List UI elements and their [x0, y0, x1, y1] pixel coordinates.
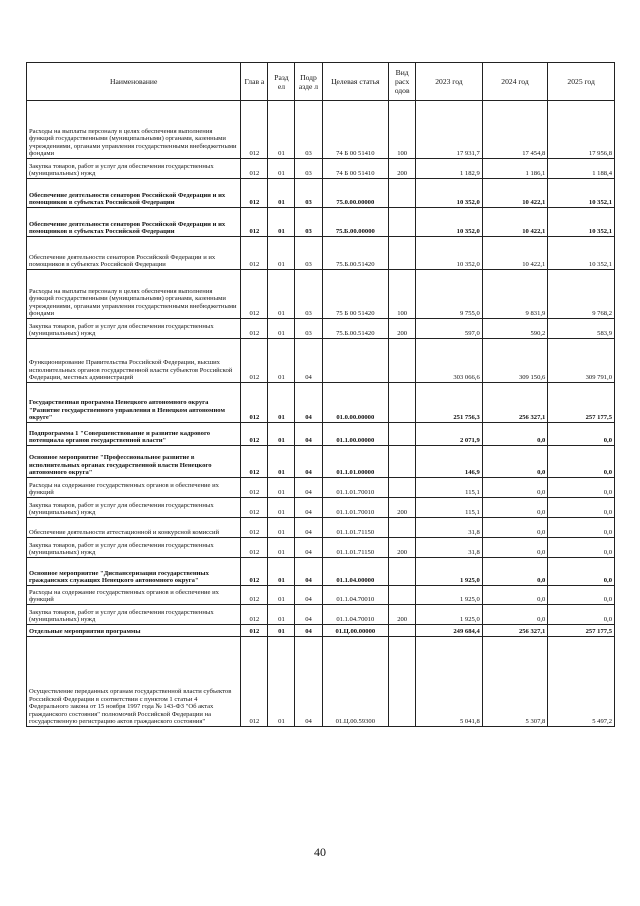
row-podrazdel: 03: [295, 101, 322, 159]
row-value-2025: 257 177,5: [548, 383, 615, 423]
row-razdel: 01: [268, 237, 295, 270]
row-podrazdel: 04: [295, 538, 322, 558]
row-podrazdel: 04: [295, 558, 322, 586]
row-target-article: 01.1.01.00000: [322, 446, 389, 478]
row-glava: 012: [241, 237, 268, 270]
row-value-2024: 0,0: [482, 478, 548, 498]
row-podrazdel: 04: [295, 339, 322, 383]
row-value-2025: 0,0: [548, 446, 615, 478]
row-name: Расходы на содержание государственных органов и обеспечение их функций: [27, 478, 241, 498]
table-row: [27, 446, 615, 478]
row-podrazdel: 03: [295, 159, 322, 179]
row-glava: 012: [241, 478, 268, 498]
row-glava: 012: [241, 625, 268, 637]
row-name: Закупка товаров, работ и услуг для обеспечения государственных (муниципальных) нужд: [27, 538, 241, 558]
row-razdel: 01: [268, 498, 295, 518]
table-row: [27, 319, 615, 339]
row-razdel: 01: [268, 383, 295, 423]
row-target-article: 01.1.00.00000: [322, 423, 389, 446]
row-name: Расходы на выплаты персоналу в целях обеспечения выполнения функций государственными (муниципальными) органами, казенными учреждениями, органами управления государственными внебюджетными фондами: [27, 270, 241, 319]
row-expense-type: [389, 208, 416, 237]
row-value-2024: 1 186,1: [482, 159, 548, 179]
row-value-2025: 0,0: [548, 423, 615, 446]
row-value-2025: 257 177,5: [548, 625, 615, 637]
row-target-article: 01.1.04.00000: [322, 558, 389, 586]
row-value-2024: 256 327,1: [482, 383, 548, 423]
row-target-article: 75.0.00.00000: [322, 179, 389, 208]
row-value-2024: 0,0: [482, 538, 548, 558]
row-value-2025: 0,0: [548, 586, 615, 605]
row-value-2023: 597,0: [416, 319, 483, 339]
row-expense-type: [389, 478, 416, 498]
row-glava: 012: [241, 101, 268, 159]
row-value-2023: 5 041,8: [416, 637, 483, 727]
row-value-2024: 10 422,1: [482, 179, 548, 208]
row-expense-type: 200: [389, 498, 416, 518]
row-podrazdel: 04: [295, 446, 322, 478]
row-podrazdel: 04: [295, 637, 322, 727]
table-row: [27, 586, 615, 605]
table-row: [27, 383, 615, 423]
row-glava: 012: [241, 179, 268, 208]
table-row: [27, 179, 615, 208]
row-name: Расходы на выплаты персоналу в целях обеспечения выполнения функций государственными (муниципальными) органами, казенными учреждениями, органами управления государственными внебюджетными фондами: [27, 101, 241, 159]
row-glava: 012: [241, 270, 268, 319]
row-expense-type: 200: [389, 319, 416, 339]
row-glava: 012: [241, 538, 268, 558]
row-value-2023: 1 182,9: [416, 159, 483, 179]
row-expense-type: [389, 586, 416, 605]
table-row: [27, 159, 615, 179]
row-name: Закупка товаров, работ и услуг для обеспечения государственных (муниципальных) нужд: [27, 605, 241, 625]
row-expense-type: [389, 625, 416, 637]
row-glava: 012: [241, 558, 268, 586]
budget-table: [26, 62, 615, 727]
row-glava: 012: [241, 446, 268, 478]
row-value-2024: 0,0: [482, 423, 548, 446]
row-value-2025: 0,0: [548, 605, 615, 625]
row-value-2025: 10 352,1: [548, 179, 615, 208]
row-value-2024: 256 327,1: [482, 625, 548, 637]
row-podrazdel: 04: [295, 423, 322, 446]
table-row: [27, 605, 615, 625]
row-name: Обеспечение деятельности сенаторов Российской Федерации и их помощников в субъектах Российской Федерации: [27, 237, 241, 270]
table-row: [27, 498, 615, 518]
row-expense-type: 200: [389, 538, 416, 558]
row-glava: 012: [241, 423, 268, 446]
row-podrazdel: 04: [295, 586, 322, 605]
row-podrazdel: 03: [295, 179, 322, 208]
row-value-2025: 583,9: [548, 319, 615, 339]
row-podrazdel: 04: [295, 518, 322, 538]
row-podrazdel: 04: [295, 478, 322, 498]
row-podrazdel: 03: [295, 319, 322, 339]
row-name: Обеспечение деятельности сенаторов Российской Федерации и их помощников в субъектах Российской Федерации: [27, 208, 241, 237]
header-name: Наименование: [27, 63, 241, 101]
row-name: Обеспечение деятельности аттестационной и конкурсной комиссий: [27, 518, 241, 538]
row-target-article: 75.Б.00.51420: [322, 319, 389, 339]
row-value-2023: 10 352,0: [416, 208, 483, 237]
row-name: Закупка товаров, работ и услуг для обеспечения государственных (муниципальных) нужд: [27, 159, 241, 179]
row-value-2024: 5 307,8: [482, 637, 548, 727]
row-value-2024: 0,0: [482, 498, 548, 518]
row-expense-type: [389, 237, 416, 270]
row-razdel: 01: [268, 446, 295, 478]
row-expense-type: [389, 179, 416, 208]
row-razdel: 01: [268, 319, 295, 339]
row-podrazdel: 04: [295, 605, 322, 625]
row-value-2023: 115,1: [416, 478, 483, 498]
row-glava: 012: [241, 383, 268, 423]
row-value-2023: 1 925,0: [416, 605, 483, 625]
row-target-article: 01.1.01.70010: [322, 498, 389, 518]
row-value-2023: 10 352,0: [416, 237, 483, 270]
row-value-2025: 10 352,1: [548, 208, 615, 237]
row-value-2023: 31,8: [416, 518, 483, 538]
row-razdel: 01: [268, 478, 295, 498]
row-razdel: 01: [268, 339, 295, 383]
row-value-2025: 9 768,2: [548, 270, 615, 319]
row-name: Обеспечение деятельности сенаторов Российской Федерации и их помощников в субъектах Российской Федерации: [27, 179, 241, 208]
row-value-2024: 590,2: [482, 319, 548, 339]
row-podrazdel: 03: [295, 208, 322, 237]
budget-table-container: [26, 62, 615, 727]
header-glava: Глав а: [241, 63, 268, 101]
row-value-2023: 17 931,7: [416, 101, 483, 159]
table-row: [27, 538, 615, 558]
row-name: Отдельные мероприятия программы: [27, 625, 241, 637]
row-name: Закупка товаров, работ и услуг для обеспечения государственных (муниципальных) нужд: [27, 498, 241, 518]
row-name: Расходы на содержание государственных органов и обеспечение их функций: [27, 586, 241, 605]
header-2023: 2023 год: [416, 63, 483, 101]
row-podrazdel: 04: [295, 383, 322, 423]
table-row: [27, 270, 615, 319]
row-target-article: 01.1.04.70010: [322, 586, 389, 605]
row-podrazdel: 04: [295, 498, 322, 518]
row-target-article: 75 Б 00 51420: [322, 270, 389, 319]
row-razdel: 01: [268, 586, 295, 605]
row-expense-type: 200: [389, 605, 416, 625]
row-expense-type: [389, 423, 416, 446]
row-value-2023: 251 756,3: [416, 383, 483, 423]
row-podrazdel: 03: [295, 270, 322, 319]
row-razdel: 01: [268, 558, 295, 586]
row-razdel: 01: [268, 625, 295, 637]
row-razdel: 01: [268, 423, 295, 446]
row-value-2025: 0,0: [548, 478, 615, 498]
table-row: [27, 558, 615, 586]
table-row: [27, 423, 615, 446]
header-2024: 2024 год: [482, 63, 548, 101]
table-row: [27, 637, 615, 727]
header-target-article: Целевая статья: [322, 63, 389, 101]
row-value-2025: 0,0: [548, 498, 615, 518]
row-value-2024: 10 422,1: [482, 237, 548, 270]
row-value-2024: 0,0: [482, 518, 548, 538]
page-number: 40: [314, 845, 326, 859]
row-target-article: [322, 339, 389, 383]
row-target-article: 74 Б 00 51410: [322, 159, 389, 179]
row-value-2023: 1 925,0: [416, 586, 483, 605]
row-value-2023: 249 684,4: [416, 625, 483, 637]
row-razdel: 01: [268, 179, 295, 208]
row-podrazdel: 03: [295, 237, 322, 270]
header-2025: 2025 год: [548, 63, 615, 101]
row-value-2023: 115,1: [416, 498, 483, 518]
row-value-2024: 10 422,1: [482, 208, 548, 237]
row-razdel: 01: [268, 208, 295, 237]
header-razdel: Разд ел: [268, 63, 295, 101]
row-name: Функционирование Правительства Российской Федерации, высших исполнительных органов государственной власти субъектов Российской Федерации, местных администраций: [27, 339, 241, 383]
row-value-2023: 9 755,0: [416, 270, 483, 319]
row-razdel: 01: [268, 518, 295, 538]
row-expense-type: 200: [389, 159, 416, 179]
row-value-2024: 0,0: [482, 446, 548, 478]
row-value-2025: 309 791,0: [548, 339, 615, 383]
header-expense-type: Вид расх одов: [389, 63, 416, 101]
row-expense-type: [389, 558, 416, 586]
row-target-article: 01.1.04.70010: [322, 605, 389, 625]
row-name: Основное мероприятие "Профессиональное развитие в исполнительных органах государственной власти Ненецкого автономного округа": [27, 446, 241, 478]
row-razdel: 01: [268, 538, 295, 558]
row-expense-type: 100: [389, 101, 416, 159]
row-glava: 012: [241, 159, 268, 179]
row-value-2023: 2 071,9: [416, 423, 483, 446]
row-glava: 012: [241, 319, 268, 339]
row-target-article: 01.0.00.00000: [322, 383, 389, 423]
row-glava: 012: [241, 637, 268, 727]
row-value-2025: 0,0: [548, 538, 615, 558]
row-target-article: 75.Б.00.00000: [322, 208, 389, 237]
row-glava: 012: [241, 498, 268, 518]
table-row: [27, 237, 615, 270]
row-value-2023: 10 352,0: [416, 179, 483, 208]
row-razdel: 01: [268, 605, 295, 625]
row-expense-type: [389, 339, 416, 383]
row-podrazdel: 04: [295, 625, 322, 637]
row-expense-type: 100: [389, 270, 416, 319]
row-target-article: 01.1.01.70010: [322, 478, 389, 498]
table-row: [27, 208, 615, 237]
row-value-2023: 303 066,6: [416, 339, 483, 383]
row-value-2025: 1 188,4: [548, 159, 615, 179]
row-value-2023: 1 925,0: [416, 558, 483, 586]
row-expense-type: [389, 637, 416, 727]
row-glava: 012: [241, 518, 268, 538]
row-value-2025: 17 956,8: [548, 101, 615, 159]
row-razdel: 01: [268, 159, 295, 179]
row-target-article: 01.Ц.00.00000: [322, 625, 389, 637]
row-expense-type: [389, 518, 416, 538]
row-expense-type: [389, 446, 416, 478]
table-row: [27, 101, 615, 159]
row-value-2025: 0,0: [548, 558, 615, 586]
row-value-2024: 0,0: [482, 586, 548, 605]
table-row: [27, 339, 615, 383]
row-name: Осуществление переданных органам государственной власти субъектов Российской Федерации в соответствии с пунктом 1 статьи 4 Федерального закона от 15 ноября 1997 года № 143-ФЗ "Об актах гражданского состояния" полномочий Российской Федерации на государственную регистрацию актов гражданского состояния": [27, 637, 241, 727]
row-target-article: 74 Б 00 51410: [322, 101, 389, 159]
row-target-article: 01.1.01.71150: [322, 518, 389, 538]
table-row: [27, 478, 615, 498]
table-header-row: [27, 63, 615, 101]
row-glava: 012: [241, 208, 268, 237]
row-value-2025: 10 352,1: [548, 237, 615, 270]
row-name: Государственная программа Ненецкого автономного округа "Развитие государственного управления в Ненецком автономном округе": [27, 383, 241, 423]
row-value-2024: 17 454,8: [482, 101, 548, 159]
row-razdel: 01: [268, 270, 295, 319]
row-value-2024: 9 831,9: [482, 270, 548, 319]
row-value-2023: 31,8: [416, 538, 483, 558]
row-value-2023: 146,9: [416, 446, 483, 478]
row-glava: 012: [241, 586, 268, 605]
row-target-article: 75.Б.00.51420: [322, 237, 389, 270]
row-value-2025: 5 497,2: [548, 637, 615, 727]
row-value-2025: 0,0: [548, 518, 615, 538]
row-target-article: 01.Ц.00.59300: [322, 637, 389, 727]
row-target-article: 01.1.01.71150: [322, 538, 389, 558]
row-glava: 012: [241, 339, 268, 383]
row-razdel: 01: [268, 101, 295, 159]
row-razdel: 01: [268, 637, 295, 727]
row-value-2024: 0,0: [482, 558, 548, 586]
row-name: Закупка товаров, работ и услуг для обеспечения государственных (муниципальных) нужд: [27, 319, 241, 339]
row-value-2024: 309 150,6: [482, 339, 548, 383]
table-row: [27, 518, 615, 538]
row-value-2024: 0,0: [482, 605, 548, 625]
row-name: Основное мероприятие "Диспансеризация государственных гражданских служащих Ненецкого автономного округа": [27, 558, 241, 586]
table-row: [27, 625, 615, 637]
row-glava: 012: [241, 605, 268, 625]
row-expense-type: [389, 383, 416, 423]
header-podrazdel: Подр азде л: [295, 63, 322, 101]
row-name: Подпрограмма 1 "Совершенствование и развитие кадрового потенциала органов государственной власти": [27, 423, 241, 446]
